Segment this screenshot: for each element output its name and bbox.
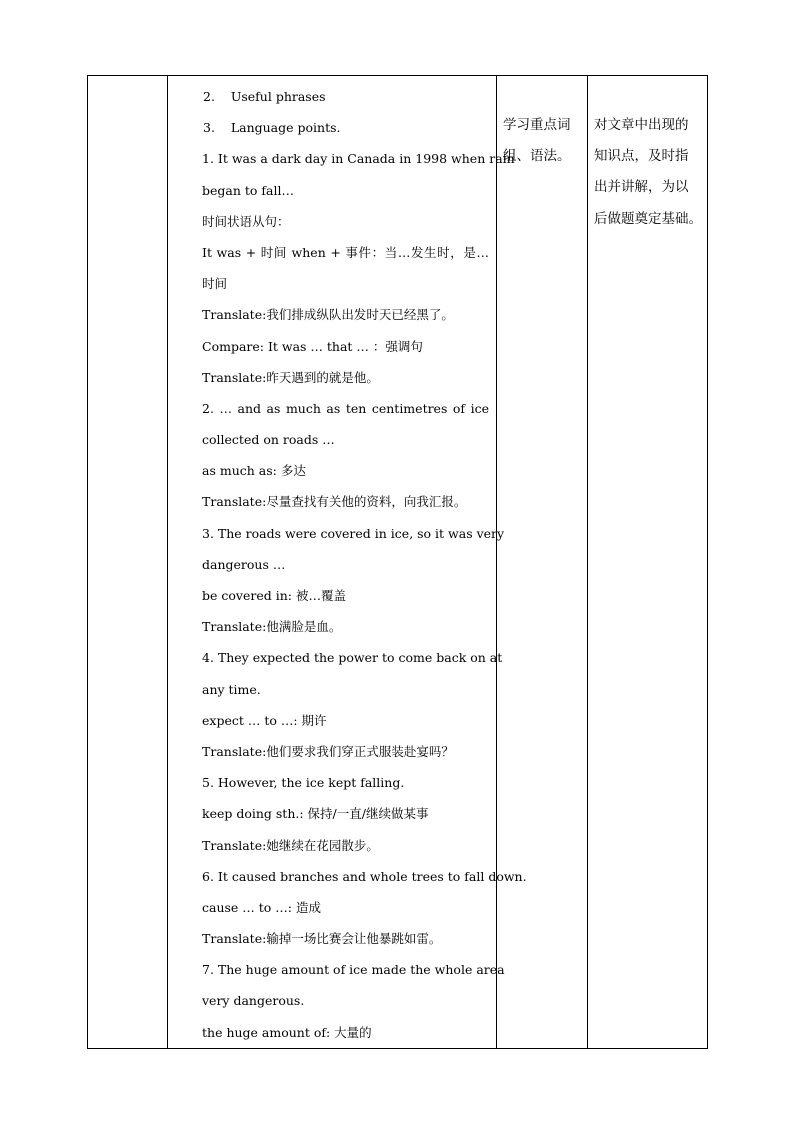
content-line: Translate:我们排成纵队出发时天已经黑了。 <box>202 307 454 323</box>
content-line: 时间状语从句： <box>202 213 290 229</box>
design-intent-cell <box>497 76 588 1049</box>
content-line: keep doing sth.: 保持/一直/继续做某事 <box>202 806 429 822</box>
content-line: expect … to …: 期许 <box>202 712 327 728</box>
empty-stage-cell <box>88 76 168 1049</box>
content-line: 3. The roads were covered in ice, so it was very <box>202 525 505 541</box>
lesson-plan-table <box>87 75 708 1049</box>
content-line: Translate:他满脸是血。 <box>202 619 342 635</box>
content-line: 3. Language points. <box>203 120 341 136</box>
teaching-content <box>168 76 527 1048</box>
side-note-line: 组、语法。 <box>503 148 571 165</box>
side-note-line: 知识点，及时指 <box>594 148 689 165</box>
side-note-line: 出并讲解，为以 <box>594 179 689 196</box>
content-line: any time. <box>202 681 261 697</box>
teacher-note-cell <box>588 76 708 1049</box>
content-line: collected on roads … <box>202 432 335 448</box>
content-line: 6. It caused branches and whole trees to fall down. <box>202 868 527 884</box>
teacher-note-text <box>588 76 707 235</box>
side-note-line: 对文章中出现的 <box>594 117 689 133</box>
content-line: cause … to …: 造成 <box>202 899 321 915</box>
content-line: the huge amount of: 大量的 <box>202 1024 372 1040</box>
content-line: Translate:他们要求我们穿正式服装赴宴吗？ <box>202 743 454 759</box>
content-line: Translate:输掉一场比赛会让他暴跳如雷。 <box>202 931 442 947</box>
content-line: 1. It was a dark day in Canada in 1998 when rain <box>202 151 515 167</box>
content-line: 2. Useful phrases <box>203 89 326 104</box>
content-line: Compare: It was … that … ：强调句 <box>202 338 423 354</box>
content-line: 时间 <box>202 276 228 292</box>
design-intent-text <box>497 76 587 172</box>
content-line: began to fall… <box>202 182 294 198</box>
content-line: 2. … and as much as ten centimetres of ice <box>202 400 489 416</box>
teaching-content-cell <box>168 76 527 1049</box>
content-line: dangerous … <box>202 556 286 572</box>
table-row <box>88 76 708 1049</box>
content-line: 5. However, the ice kept falling. <box>202 775 405 791</box>
content-line: Translate:她继续在花园散步。 <box>202 837 379 853</box>
content-line: It was + 时间 when + 事件：当…发生时，是… <box>202 244 489 260</box>
side-note-line: 学习重点词 <box>503 117 571 133</box>
content-line: as much as: 多达 <box>202 463 306 479</box>
side-note-line: 后做题奠定基础。 <box>594 210 702 227</box>
content-line: 7. The huge amount of ice made the whole area <box>202 962 505 978</box>
content-line: Translate:昨天遇到的就是他。 <box>202 369 379 385</box>
content-line: be covered in: 被…覆盖 <box>202 588 346 603</box>
content-line: very dangerous. <box>202 993 305 1009</box>
content-line: 4. They expected the power to come back on at <box>202 650 503 666</box>
content-line: Translate:尽量查找有关他的资料，向我汇报。 <box>202 494 467 510</box>
